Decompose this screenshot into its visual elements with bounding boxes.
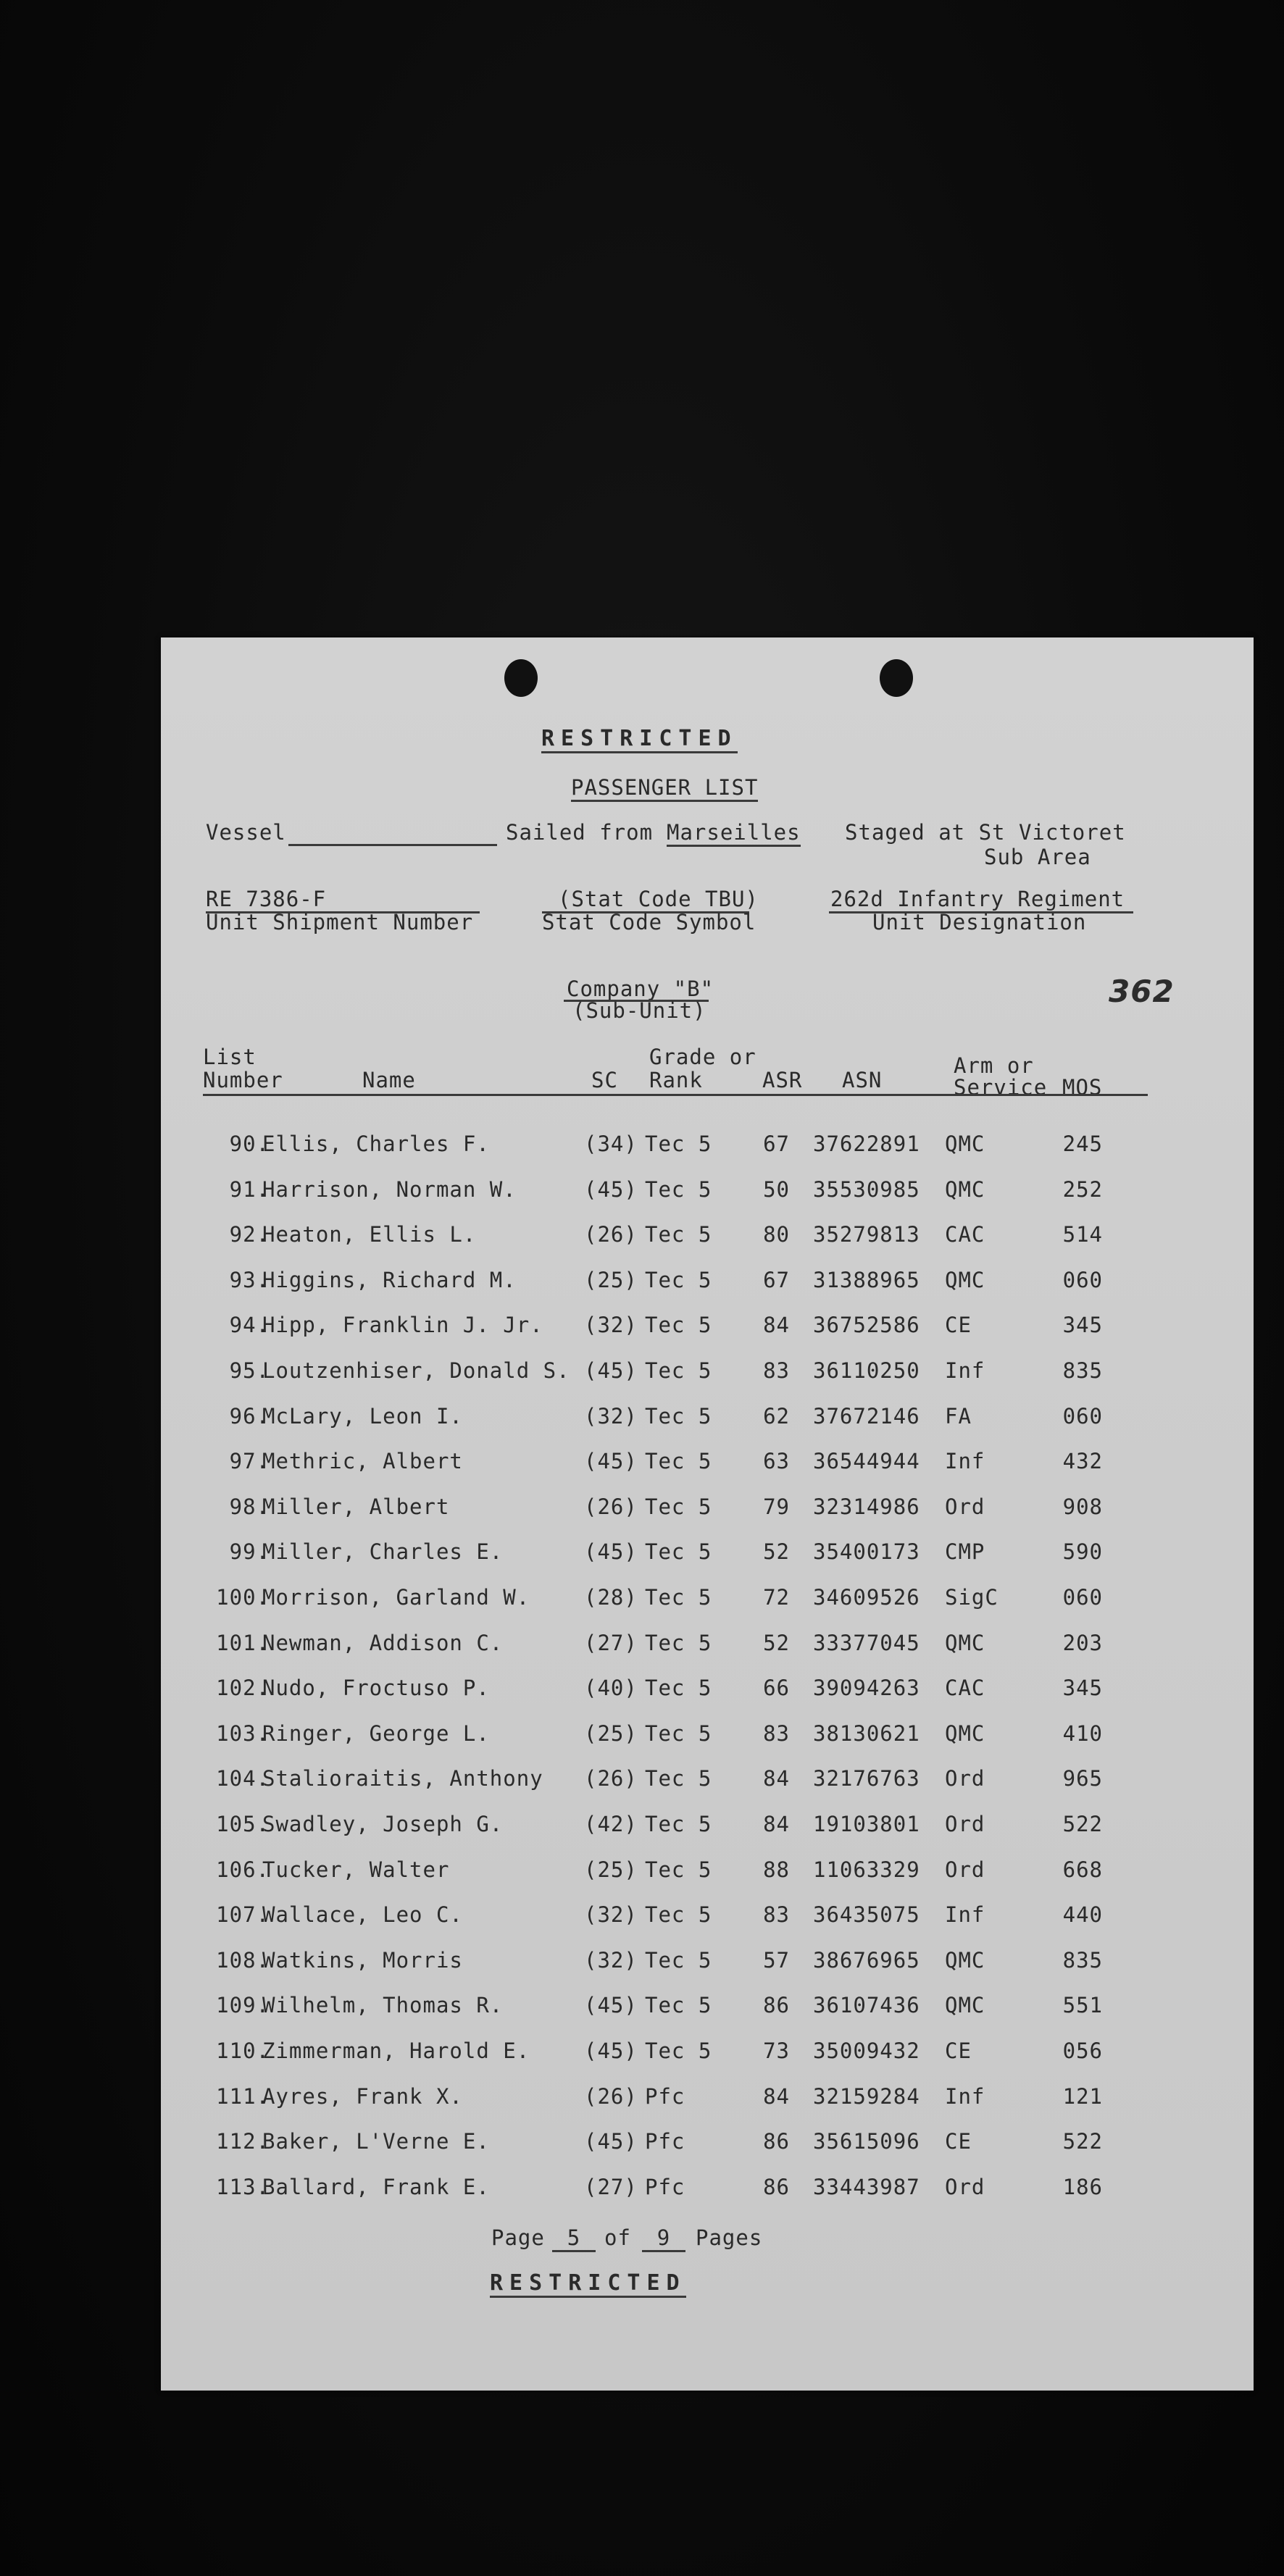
row-asn: 35615096: [813, 2129, 920, 2154]
document-sheet: [161, 637, 1254, 2391]
row-sc: (45): [584, 1358, 638, 1383]
page-number: 5: [552, 2225, 596, 2252]
row-number: 113.: [216, 2174, 270, 2199]
table-row: [161, 1812, 1254, 1848]
row-mos: 522: [1062, 1812, 1103, 1836]
row-number: 112.: [216, 2129, 270, 2154]
row-mos: 245: [1062, 1132, 1103, 1156]
row-name: Hipp, Franklin J. Jr.: [262, 1313, 543, 1338]
unit-designation-label: Unit Designation: [872, 910, 1087, 934]
table-row: [161, 1313, 1254, 1349]
row-asr: 67: [763, 1267, 790, 1292]
row-asn: 31388965: [813, 1267, 920, 1292]
row-asr: 83: [763, 1902, 790, 1928]
row-mos: 835: [1062, 1358, 1103, 1383]
table-row: [161, 1358, 1254, 1394]
row-arm: Inf: [945, 2083, 985, 2109]
unit-shipment-label: Unit Shipment Number: [206, 910, 474, 934]
row-arm: Inf: [945, 1358, 985, 1383]
row-sc: (25): [584, 1720, 638, 1746]
row-sc: (32): [584, 1947, 638, 1973]
row-number: 106.: [216, 1857, 270, 1882]
row-asn: 35009432: [813, 2038, 920, 2063]
row-mos: 060: [1062, 1403, 1103, 1429]
row-number: 111.: [216, 2083, 270, 2109]
row-asr: 72: [763, 1585, 790, 1610]
row-rank: Tec 5: [645, 1267, 712, 1292]
row-arm: CE: [945, 2038, 972, 2063]
row-arm: QMC: [945, 1947, 985, 1973]
row-asr: 66: [763, 1676, 790, 1701]
unit-shipment-value: RE 7386-F: [206, 887, 327, 911]
col-rank: Rank: [649, 1068, 703, 1092]
row-rank: Pfc: [645, 2129, 685, 2154]
row-sc: (25): [584, 1267, 638, 1292]
row-rank: Tec 5: [645, 1494, 712, 1519]
row-asr: 57: [763, 1947, 790, 1973]
row-mos: 060: [1062, 1267, 1103, 1292]
row-sc: (28): [584, 1585, 638, 1610]
row-name: McLary, Leon I.: [262, 1403, 463, 1429]
table-row: [161, 1676, 1254, 1712]
row-sc: (27): [584, 1630, 638, 1655]
row-arm: QMC: [945, 1993, 985, 2018]
row-sc: (34): [584, 1132, 638, 1156]
row-sc: (26): [584, 1766, 638, 1791]
row-asr: 88: [763, 1857, 790, 1882]
row-rank: Tec 5: [645, 1766, 712, 1791]
row-arm: CE: [945, 2129, 972, 2154]
row-number: 109.: [216, 1993, 270, 2018]
col-arm-or: Arm or: [954, 1053, 1034, 1078]
row-asn: 32176763: [813, 1766, 920, 1791]
table-row: [161, 2038, 1254, 2075]
row-mos: 060: [1062, 1585, 1103, 1610]
row-name: Ballard, Frank E.: [262, 2174, 490, 2199]
row-asn: 35279813: [813, 1222, 920, 1247]
col-asr: ASR: [762, 1068, 803, 1092]
row-rank: Tec 5: [645, 1313, 712, 1338]
row-name: Baker, L'Verne E.: [262, 2129, 490, 2154]
row-number: 108.: [216, 1947, 270, 1973]
row-number: 101.: [216, 1630, 270, 1655]
table-row: [161, 1948, 1254, 1984]
list-title: PASSENGER LIST: [571, 775, 758, 802]
row-mos: 522: [1062, 2129, 1103, 2154]
table-row: [161, 1268, 1254, 1304]
row-sc: (26): [584, 1494, 638, 1519]
row-asr: 63: [763, 1449, 790, 1474]
row-asr: 84: [763, 1313, 790, 1338]
row-rank: Tec 5: [645, 1132, 712, 1156]
table-row: [161, 1132, 1254, 1168]
row-asr: 83: [763, 1358, 790, 1383]
row-sc: (45): [584, 1539, 638, 1565]
row-mos: 345: [1062, 1313, 1103, 1338]
row-asr: 84: [763, 1766, 790, 1791]
row-asn: 35530985: [813, 1176, 920, 1202]
sailed-from-value: Marseilles: [667, 820, 801, 847]
row-rank: Tec 5: [645, 1857, 712, 1882]
row-mos: 668: [1062, 1857, 1103, 1882]
table-row: [161, 1631, 1254, 1667]
row-rank: Tec 5: [645, 2038, 712, 2063]
row-number: 93.: [229, 1267, 270, 1292]
row-name: Newman, Addison C.: [262, 1630, 504, 1655]
row-asn: 19103801: [813, 1812, 920, 1836]
row-number: 104.: [216, 1766, 270, 1791]
row-asn: 32314986: [813, 1494, 920, 1519]
of-word: of: [604, 2225, 631, 2250]
row-sc: (45): [584, 1993, 638, 2018]
row-arm: FA: [945, 1403, 972, 1429]
table-row: [161, 1449, 1254, 1485]
row-asn: 32159284: [813, 2083, 920, 2109]
row-rank: Tec 5: [645, 1993, 712, 2018]
row-mos: 835: [1062, 1947, 1103, 1973]
row-number: 90.: [229, 1132, 270, 1156]
row-name: Nudo, Froctuso P.: [262, 1676, 490, 1701]
row-rank: Tec 5: [645, 1176, 712, 1202]
row-name: Stalioraitis, Anthony: [262, 1766, 543, 1791]
row-asr: 67: [763, 1132, 790, 1156]
row-asn: 38130621: [813, 1720, 920, 1746]
row-asn: 34609526: [813, 1585, 920, 1610]
row-sc: (26): [584, 2083, 638, 2109]
col-list: List: [203, 1045, 257, 1069]
row-sc: (45): [584, 1176, 638, 1202]
row-arm: Ord: [945, 1766, 985, 1791]
vessel-label: Vessel: [206, 820, 286, 845]
row-mos: 121: [1062, 2083, 1103, 2109]
row-asr: 52: [763, 1539, 790, 1565]
table-row: [161, 1857, 1254, 1894]
row-sc: (45): [584, 2129, 638, 2154]
row-mos: 056: [1062, 2038, 1103, 2063]
row-asn: 33443987: [813, 2174, 920, 2199]
col-asn: ASN: [842, 1068, 883, 1092]
row-arm: QMC: [945, 1720, 985, 1746]
row-asr: 79: [763, 1494, 790, 1519]
row-rank: Tec 5: [645, 1403, 712, 1429]
row-rank: Tec 5: [645, 1539, 712, 1565]
row-rank: Tec 5: [645, 1720, 712, 1746]
row-asn: 38676965: [813, 1947, 920, 1973]
row-asr: 84: [763, 1812, 790, 1836]
row-asr: 73: [763, 2038, 790, 2063]
row-rank: Tec 5: [645, 1585, 712, 1610]
row-number: 92.: [229, 1222, 270, 1247]
row-arm: CMP: [945, 1539, 985, 1565]
row-number: 98.: [229, 1494, 270, 1519]
row-arm: Inf: [945, 1902, 985, 1928]
row-rank: Tec 5: [645, 1630, 712, 1655]
row-mos: 590: [1062, 1539, 1103, 1565]
staged-line-1: Staged at St Victoret: [845, 820, 1126, 845]
table-row: [161, 1494, 1254, 1531]
row-rank: Pfc: [645, 2083, 685, 2109]
row-asr: 62: [763, 1403, 790, 1429]
row-rank: Tec 5: [645, 1676, 712, 1701]
row-mos: 440: [1062, 1902, 1103, 1928]
pages-word: Pages: [696, 2225, 763, 2250]
sheet-number-stamp: 362: [1109, 974, 1175, 1009]
table-row: [161, 1585, 1254, 1621]
row-asr: 86: [763, 2174, 790, 2199]
row-asr: 50: [763, 1176, 790, 1202]
row-arm: QMC: [945, 1176, 985, 1202]
row-name: Tucker, Walter: [262, 1857, 450, 1882]
table-row: [161, 1766, 1254, 1802]
page-word: Page: [491, 2225, 545, 2250]
row-asn: 37622891: [813, 1132, 920, 1156]
col-service: Service: [954, 1075, 1048, 1100]
row-number: 96.: [229, 1403, 270, 1429]
stat-code-value: (Stat Code TBU): [558, 887, 759, 911]
row-name: Swadley, Joseph G.: [262, 1812, 504, 1836]
row-name: Ringer, George L.: [262, 1720, 490, 1746]
row-rank: Tec 5: [645, 1947, 712, 1973]
row-asn: 11063329: [813, 1857, 920, 1882]
row-sc: (25): [584, 1857, 638, 1882]
row-sc: (45): [584, 2038, 638, 2063]
row-mos: 252: [1062, 1176, 1103, 1202]
table-row: [161, 1902, 1254, 1939]
table-row: [161, 2084, 1254, 2120]
row-name: Loutzenhiser, Donald S.: [262, 1358, 570, 1383]
row-number: 103.: [216, 1720, 270, 1746]
sub-unit-value: Company "B": [567, 977, 714, 1001]
row-sc: (26): [584, 1222, 638, 1247]
row-number: 91.: [229, 1176, 270, 1202]
table-row: [161, 2129, 1254, 2165]
row-name: Wilhelm, Thomas R.: [262, 1993, 504, 2018]
row-number: 100.: [216, 1585, 270, 1610]
row-number: 107.: [216, 1902, 270, 1928]
row-mos: 203: [1062, 1630, 1103, 1655]
col-name: Name: [362, 1068, 416, 1092]
row-rank: Tec 5: [645, 1449, 712, 1474]
sub-unit-label: (Sub-Unit): [572, 998, 706, 1023]
row-name: Miller, Charles E.: [262, 1539, 504, 1565]
row-mos: 514: [1062, 1222, 1103, 1247]
row-name: Higgins, Richard M.: [262, 1267, 517, 1292]
row-asn: 39094263: [813, 1676, 920, 1701]
row-asr: 83: [763, 1720, 790, 1746]
row-rank: Tec 5: [645, 1812, 712, 1836]
row-mos: 345: [1062, 1676, 1103, 1701]
table-row: [161, 2175, 1254, 2211]
row-arm: CAC: [945, 1222, 985, 1247]
row-number: 95.: [229, 1358, 270, 1383]
row-mos: 908: [1062, 1494, 1103, 1519]
col-mos: MOS: [1062, 1075, 1103, 1100]
row-number: 102.: [216, 1676, 270, 1701]
row-name: Miller, Albert: [262, 1494, 450, 1519]
table-row: [161, 1539, 1254, 1576]
row-arm: Ord: [945, 1812, 985, 1836]
row-asr: 52: [763, 1630, 790, 1655]
row-mos: 551: [1062, 1993, 1103, 2018]
row-number: 94.: [229, 1313, 270, 1338]
row-sc: (42): [584, 1812, 638, 1836]
row-rank: Tec 5: [645, 1358, 712, 1383]
punch-hole-right: [880, 659, 913, 697]
row-asr: 86: [763, 1993, 790, 2018]
row-sc: (32): [584, 1902, 638, 1928]
row-sc: (40): [584, 1676, 638, 1701]
col-number: Number: [203, 1068, 283, 1092]
row-number: 97.: [229, 1449, 270, 1474]
row-arm: CE: [945, 1313, 972, 1338]
row-asr: 80: [763, 1222, 790, 1247]
row-name: Heaton, Ellis L.: [262, 1222, 477, 1247]
vessel-blank-line: [288, 844, 497, 846]
row-rank: Tec 5: [645, 1222, 712, 1247]
row-name: Ayres, Frank X.: [262, 2083, 463, 2109]
col-sc: SC: [591, 1068, 618, 1092]
sailed-from-label: Sailed from: [506, 820, 654, 845]
row-rank: Pfc: [645, 2174, 685, 2199]
row-arm: QMC: [945, 1132, 985, 1156]
row-arm: SigC: [945, 1585, 999, 1610]
row-asn: 36435075: [813, 1902, 920, 1928]
page-total: 9: [642, 2225, 685, 2252]
row-sc: (27): [584, 2174, 638, 2199]
table-row: [161, 1404, 1254, 1440]
unit-designation-value: 262d Infantry Regiment: [830, 887, 1125, 911]
restricted-header: RESTRICTED: [541, 726, 738, 753]
row-sc: (32): [584, 1313, 638, 1338]
row-name: Zimmerman, Harold E.: [262, 2038, 530, 2063]
row-name: Ellis, Charles F.: [262, 1132, 490, 1156]
row-sc: (32): [584, 1403, 638, 1429]
row-sc: (45): [584, 1449, 638, 1474]
restricted-footer: RESTRICTED: [490, 2270, 686, 2298]
row-arm: Ord: [945, 1857, 985, 1882]
row-asr: 86: [763, 2129, 790, 2154]
row-asn: 33377045: [813, 1630, 920, 1655]
row-arm: Ord: [945, 2174, 985, 2199]
row-name: Methric, Albert: [262, 1449, 463, 1474]
col-grade-or: Grade or: [649, 1045, 756, 1069]
row-rank: Tec 5: [645, 1902, 712, 1928]
table-row: [161, 1993, 1254, 2029]
row-arm: QMC: [945, 1630, 985, 1655]
row-number: 99.: [229, 1539, 270, 1565]
staged-line-2: Sub Area: [984, 845, 1091, 869]
row-asn: 35400173: [813, 1539, 920, 1565]
row-arm: QMC: [945, 1267, 985, 1292]
row-number: 110.: [216, 2038, 270, 2063]
row-name: Morrison, Garland W.: [262, 1585, 530, 1610]
table-row: [161, 1721, 1254, 1757]
row-arm: Inf: [945, 1449, 985, 1474]
row-arm: Ord: [945, 1494, 985, 1519]
row-mos: 186: [1062, 2174, 1103, 2199]
row-name: Wallace, Leo C.: [262, 1902, 463, 1928]
row-asn: 37672146: [813, 1403, 920, 1429]
row-asn: 36752586: [813, 1313, 920, 1338]
row-asr: 84: [763, 2083, 790, 2109]
table-row: [161, 1177, 1254, 1213]
row-number: 105.: [216, 1812, 270, 1836]
stat-code-label: Stat Code Symbol: [542, 910, 756, 934]
row-asn: 36107436: [813, 1993, 920, 2018]
row-mos: 965: [1062, 1766, 1103, 1791]
row-arm: CAC: [945, 1676, 985, 1701]
punch-hole-left: [504, 659, 538, 697]
row-name: Watkins, Morris: [262, 1947, 463, 1973]
row-asn: 36544944: [813, 1449, 920, 1474]
table-row: [161, 1222, 1254, 1258]
row-mos: 432: [1062, 1449, 1103, 1474]
row-asn: 36110250: [813, 1358, 920, 1383]
row-mos: 410: [1062, 1720, 1103, 1746]
header-rule: [203, 1094, 1148, 1096]
row-name: Harrison, Norman W.: [262, 1176, 517, 1202]
